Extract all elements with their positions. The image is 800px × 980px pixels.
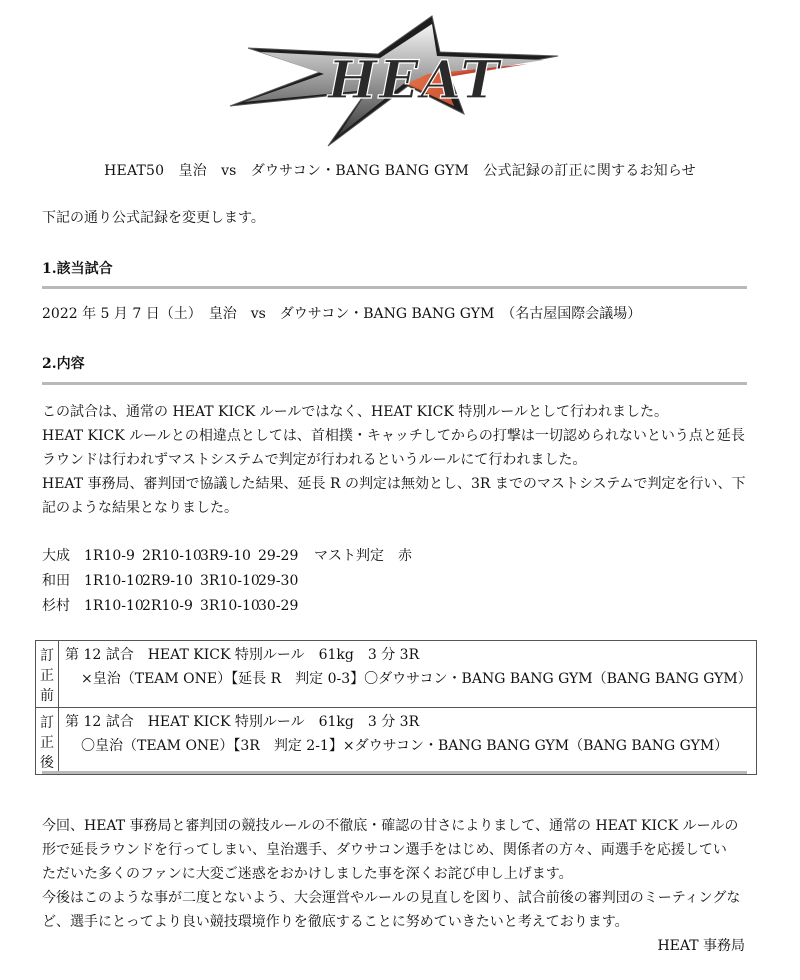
round-score: 3R10-10 (200, 598, 260, 614)
content-line: ラウンドは行われずマストシステムで判定が行われるというルールにて行われました。 (42, 452, 587, 468)
section1-heading: 1.該当試合 (42, 261, 113, 277)
after-label: 訂正後 (36, 708, 59, 775)
judge-score-row (42, 570, 314, 590)
divider (42, 382, 747, 385)
match-info: 2022 年 5 月 7 日（土） 皇治 vs ダウサコン・BANG BANG GYM （名古屋国際会議場） (42, 306, 642, 322)
judge-name: 大成 (42, 548, 70, 564)
after-content (59, 708, 757, 775)
round-score: 1R10-10 (84, 598, 144, 614)
must-decision: マスト判定 赤 (314, 548, 412, 564)
apology-line: 今後はこのような事が二度とないよう、大会運営やルールの見直しを図り、試合前後の審判団のミーティングな (42, 890, 741, 906)
page-title: HEAT50 皇治 vs ダウサコン・BANG BANG GYM 公式記録の訂正に関するお知らせ (104, 163, 696, 179)
judge-score-row (42, 545, 412, 565)
round-score: 3R10-10 (200, 573, 260, 589)
match-result: 〇皇治（TEAM ONE）【3R 判定 2-1】×ダウサコン・BANG BANG GYM（BANG BANG GYM） (81, 738, 729, 754)
apology-line: 今回、HEAT 事務局と審判団の競技ルールの不徹底・確認の甘さによりまして、通常の HEAT KICK ルールの (42, 818, 739, 834)
table-row (36, 708, 757, 775)
signature: HEAT 事務局 (657, 938, 745, 954)
heat-logo-graphic (228, 14, 560, 150)
round-score: 3R9-10 (200, 548, 251, 564)
round-score: 2R9-10 (142, 573, 193, 589)
judge-score-row (42, 595, 314, 615)
match-detail: 第 12 試合 HEAT KICK 特別ルール 61kg 3 分 3R (65, 647, 420, 663)
total-score: 30-29 (258, 598, 299, 614)
judge-name: 和田 (42, 573, 70, 589)
correction-table (35, 640, 757, 775)
intro-text: 下記の通り公式記録を変更します。 (42, 210, 265, 226)
content-line: HEAT 事務局、審判団で協議した結果、延長 R の判定は無効とし、3R までのマストシステムで判定を行い、下 (42, 476, 746, 492)
content-line: 記のような結果となりました。 (42, 500, 238, 516)
apology-line: ただいた多くのファンに大変ご迷惑をおかけしました事を深くお詫び申し上げます。 (42, 866, 573, 882)
round-score: 2R10-10 (142, 548, 202, 564)
round-score: 1R10-10 (84, 573, 144, 589)
round-score: 2R10-9 (142, 598, 193, 614)
total-score: 29-30 (258, 573, 299, 589)
total-score: 29-29 (258, 548, 299, 564)
table-row (36, 641, 757, 708)
match-detail: 第 12 試合 HEAT KICK 特別ルール 61kg 3 分 3R (65, 714, 420, 730)
logo-text: HEAT (328, 50, 501, 111)
section2-heading: 2.内容 (42, 356, 85, 372)
heat-logo (228, 14, 560, 150)
divider (42, 286, 747, 289)
before-label: 訂正前 (36, 641, 59, 708)
apology-line: 形で延長ラウンドを行ってしまい、皇治選手、ダウサコン選手をはじめ、関係者の方々、両選手を応援してい (42, 842, 727, 858)
content-line: この試合は、通常の HEAT KICK ルールではなく、HEAT KICK 特別ルールとして行われました。 (42, 404, 668, 420)
before-content (59, 641, 757, 708)
judge-name: 杉村 (42, 598, 70, 614)
round-score: 1R10-9 (84, 548, 135, 564)
divider (42, 771, 747, 774)
content-line: HEAT KICK ルールとの相違点としては、首相撲・キャッチしてからの打撃は一切認められないという点と延長 (42, 428, 745, 444)
apology-line: ど、選手にとってより良い競技環境作りを徹底することに努めていきたいと考えております。 (42, 914, 629, 930)
match-result: ×皇治（TEAM ONE）【延長 R 判定 0-3】〇ダウサコン・BANG BANG GYM（BANG BANG GYM） (81, 671, 752, 687)
